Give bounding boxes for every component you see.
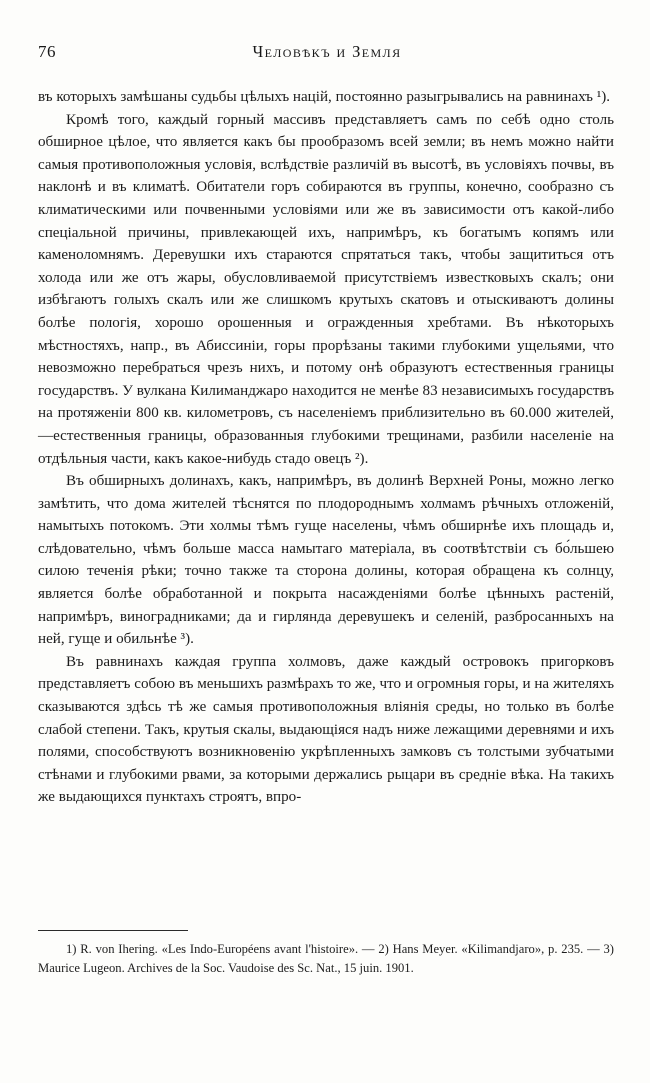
running-title: Человѣкъ и Земля	[252, 42, 402, 61]
body-text	[38, 86, 614, 809]
footnote-line: 1) R. von Ihering. «Les Indo-Européens avant l'histoire». — 2) Hans Meyer. «Kilimandjaro», p. 235. — 3) Maurice Lugeon. Archives de la Soc. Vaudoise des Sc. Nat., 15 juin. 1901.	[38, 942, 614, 975]
paragraph: Въ равнинахъ каждая группа холмовъ, даже каждый островокъ пригорковъ представляетъ собою въ меньшихъ размѣрахъ то же, что и огромныя горы, и на жителяхъ сказываются здѣсь тѣ же самыя противоположныя вліянія среды, но только въ болѣе слабой степени. Такъ, крутыя скалы, выдающіяся надъ ниже лежащими деревнями и ихъ полями, способствуютъ возникновенію укрѣпленныхъ замковъ съ толстыми зубчатыми стѣнами и глубокими рвами, за которыми держались рыцари въ среднie вѣка. На такихъ же выдающихся пунктахъ строятъ, впро-	[38, 653, 614, 806]
paragraph: въ которыхъ замѣшаны судьбы цѣлыхъ націй, постоянно разыгрывались на равнинахъ ¹).	[38, 89, 611, 105]
paragraph: Въ обширныхъ долинахъ, какъ, напримѣръ, въ долинѣ Верхней Роны, можно легко замѣтить, что дома жителей тѣснятся по плодороднымъ холмамъ рѣчныхъ отложеній, намытыхъ потокомъ. Эти холмы тѣмъ гуще населены, чѣмъ обширнѣе ихъ площадь и, слѣдовательно, чѣмъ больше масса намытаго матеріала, въ соотвѣтствіи съ бо́льшею силою теченія рѣки; точно также та сторона долины, которая обращена къ солнцу, является болѣе обработанной и покрыта насажденіями болѣе цѣнныхъ растеній, напримѣръ, виноградниками; да и гирлянда деревушекъ и селеній, разбросанныхъ на ней, гуще и обильнѣе ³).	[38, 473, 614, 648]
running-head	[38, 42, 616, 64]
paragraph: Кромѣ того, каждый горный массивъ представляетъ самъ по себѣ одно столь обширное цѣлое, что является какъ бы прообразомъ всей земли; въ немъ можно найти самыя противоположныя условія, вслѣдствіе различій въ высотѣ, въ условіяхъ почвы, въ наклонѣ и въ климатѣ. Обитатели горъ собираются въ группы, конечно, сообразно съ климатическими или почвенными условіями или же въ зависимости отъ какой-либо спеціальной причины, привлекающей ихъ, напримѣръ, къ богатымъ копямъ или каменоломнямъ. Деревушки ихъ стараются спрятаться такъ, чтобы защититься отъ холода или же отъ жары, обусловливаемой присутствіемъ известковыхъ скалъ; они избѣгаютъ голыхъ скалъ или же слишкомъ крутыхъ скатовъ и отыскиваютъ долины болѣе пологія, хорошо орошенныя и огражденныя хребтами. Въ нѣкоторыхъ мѣстностяхъ, напр., въ Абиссиніи, горы прорѣзаны такими глубокими ущельями, что невозможно перебраться чрезъ нихъ, и потому онѣ образуютъ естественныя границы государствъ. У вулкана Килиманджаро находится не менѣе 83 независимыхъ государствъ на протяженіи 800 кв. километровъ, съ населеніемъ приблизительно въ 60.000 жителей,—естественныя границы, образованныя глубокими трещинами, разбили населеніе на отдѣльныя части, какъ какое-нибудь стадо овецъ ²).	[38, 111, 614, 467]
footnote-area	[38, 940, 614, 978]
footnote-separator	[38, 930, 188, 931]
page-number: 76	[38, 42, 56, 61]
